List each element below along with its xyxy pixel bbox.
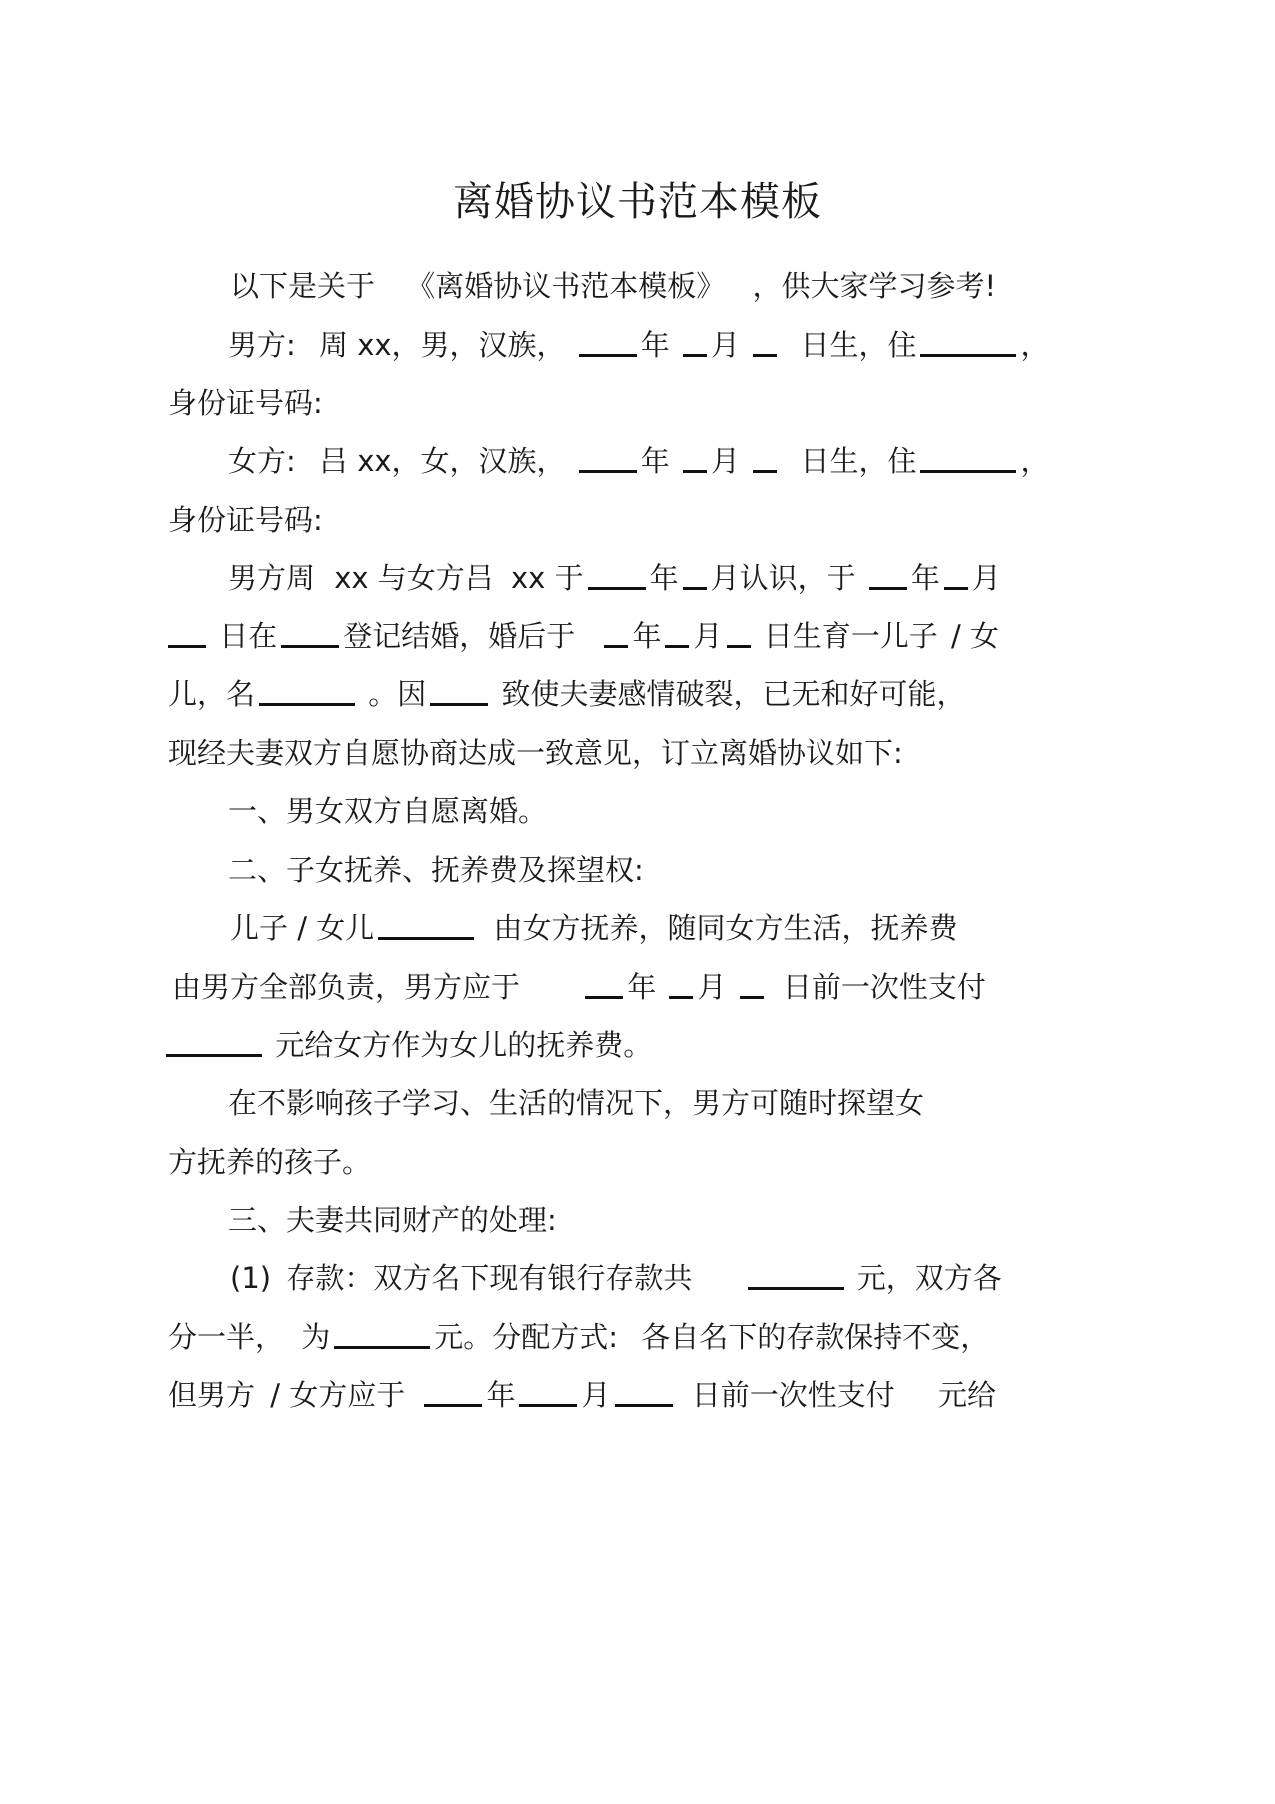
custody-line-1: 儿子 / 女儿 由女方抚养，随同女方生活，抚养费 — [230, 911, 958, 945]
male-line: 男方: 周 xx，男，汉族， 年 月 日生，住 ， — [228, 328, 1050, 362]
blank-month — [683, 328, 707, 357]
female-line: 女方: 吕 xx，女，汉族， 年 月 日生，住 ， — [228, 444, 1050, 478]
blank-day — [727, 619, 751, 648]
blank-name — [259, 677, 355, 706]
blank-day — [740, 970, 764, 999]
marriage-line-4: 现经夫妻双方自愿协商达成一致意见，订立离婚协议如下: — [168, 736, 903, 770]
blank-day — [753, 328, 777, 357]
blank-address — [920, 444, 1016, 473]
visitation-line-1: 在不影响孩子学习、生活的情况下，男方可随时探望女 — [228, 1086, 925, 1120]
section-1: 一、男女双方自愿离婚。 — [228, 794, 548, 828]
female-id-line: 身份证号码: — [168, 503, 323, 537]
marriage-line-3: 儿，名 。因 致使夫妻感情破裂，已无和好可能， — [168, 677, 966, 711]
deposit-line-3: 但男方 / 女方应于 年 月 日前一次性支付 元给 — [168, 1378, 996, 1412]
male-id-line: 身份证号码: — [168, 386, 323, 420]
blank-address — [920, 328, 1016, 357]
blank-year — [579, 444, 637, 473]
blank-year — [579, 328, 637, 357]
section-3-heading: 三、夫妻共同财产的处理: — [228, 1203, 557, 1237]
section-2-heading: 二、子女抚养、抚养费及探望权: — [228, 853, 644, 887]
blank-reason — [430, 677, 488, 706]
blank-amount — [166, 1028, 262, 1057]
blank-year — [869, 561, 907, 590]
deposit-line-2: 分一半， 为 元。分配方式: 各自名下的存款保持不变， — [168, 1320, 990, 1354]
blank-place — [281, 619, 339, 648]
blank-amount — [748, 1261, 844, 1290]
marriage-line-1: 男方周 xx 与女方吕 xx 于 年 月认识，于 年 月 — [228, 561, 1001, 595]
custody-line-3: 元给女方作为女儿的抚养费。 — [166, 1025, 652, 1065]
blank-month — [683, 444, 707, 473]
blank-month — [519, 1378, 577, 1407]
intro-line: 以下是关于 《离婚协议书范本模板》 ，供大家学习参考! — [230, 269, 997, 303]
marriage-line-2: 日在 登记结婚，婚后于 年 月 日生育一儿子 / 女 — [168, 616, 999, 656]
blank-year — [604, 619, 628, 648]
blank-child-name — [378, 911, 474, 940]
visitation-line-2: 方抚养的孩子。 — [168, 1145, 372, 1179]
blank-month — [669, 970, 693, 999]
custody-line-2: 由男方全部负责，男方应于 年 月 日前一次性支付 — [172, 970, 986, 1004]
blank-year — [585, 970, 623, 999]
blank-month — [665, 619, 689, 648]
blank-month — [944, 561, 968, 590]
blank-amount — [334, 1320, 430, 1349]
blank-day — [753, 444, 777, 473]
blank-day — [615, 1378, 673, 1407]
blank-day — [168, 619, 206, 648]
document-title: 离婚协议书范本模板 — [453, 179, 822, 225]
blank-year — [588, 561, 646, 590]
blank-month — [683, 561, 707, 590]
blank-year — [424, 1378, 482, 1407]
deposit-line-1: (1) 存款：双方名下现有银行存款共 元，双方各 — [230, 1261, 1002, 1295]
